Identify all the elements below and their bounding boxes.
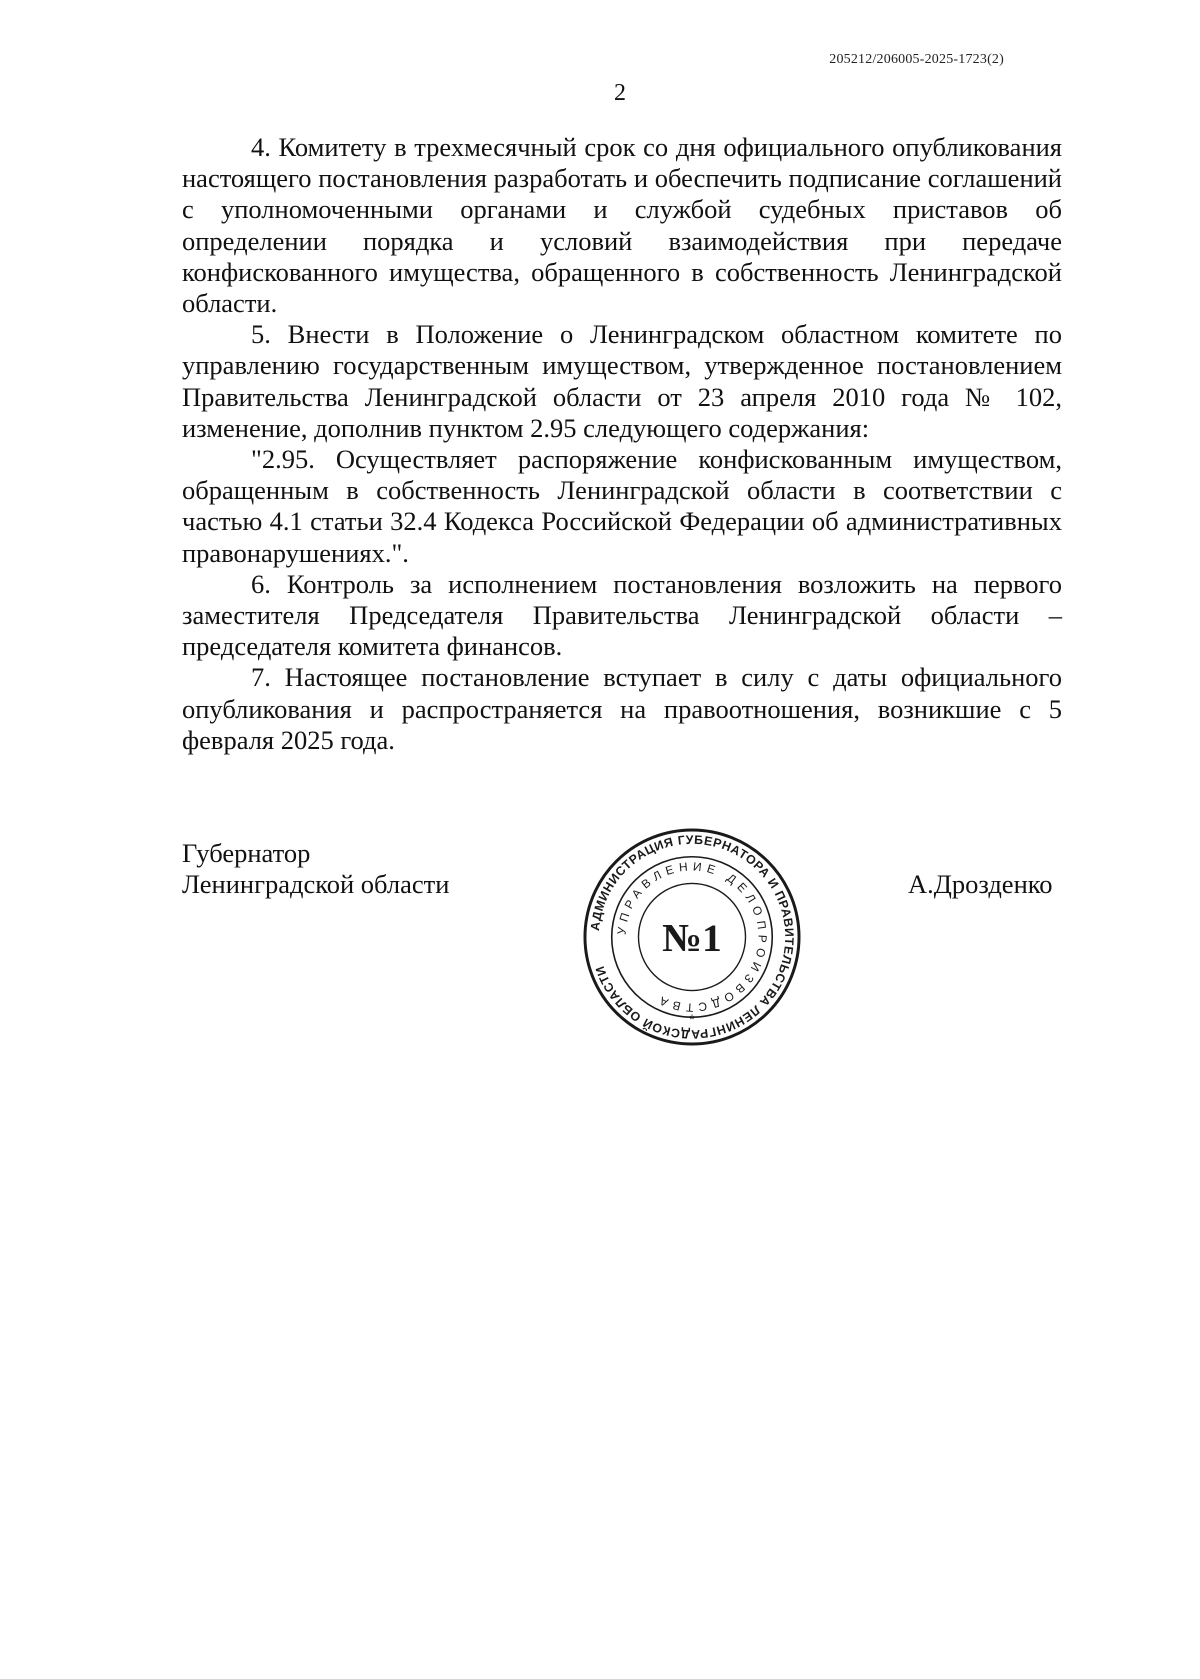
document-body bbox=[182, 132, 1062, 756]
page-number: 2 bbox=[614, 80, 626, 106]
signatory-position bbox=[182, 838, 449, 900]
signatory-position-line2: Ленинградской области bbox=[182, 869, 450, 899]
paragraph-item-6: 6. Контроль за исполнением постановления возложить на первого заместителя Председателя Правительства Ленинградской области – председателя комитета финансов. bbox=[182, 568, 1062, 662]
seal-star-glyph: * bbox=[689, 1011, 695, 1028]
paragraph-item-7: 7. Настоящее постановление вступает в силу с даты официального опубликования и распространяется на правоотношения, возникшие с 5 февраля 2025 года. bbox=[182, 662, 1062, 755]
paragraph-quote-2-95: "2.95. Осуществляет распоряжение конфискованным имуществом, обращенным в собственность Ленинградской области в соответствии с частью 4.1 статьи 32.4 Кодекса Российской Федерации об административных правонарушениях.". bbox=[182, 444, 1062, 568]
paragraph-item-5: 5. Внести в Положение о Ленинградском областном комитете по управлению государственным имуществом, утвержденное постановлением Правительства Ленинградской области от 23 апреля 2010 года № 102, изменение, дополнив пунктом 2.95 следующего содержания: bbox=[182, 319, 1062, 443]
seal-inner-ring-text: УПРАВЛЕНИЕ ДЕЛОПРОИЗВОДСТВА bbox=[614, 859, 770, 1015]
signatory-name: А.Дрозденко bbox=[908, 869, 1053, 899]
document-registration-code: 205212/206005-2025-1723(2) bbox=[829, 52, 1004, 67]
official-seal-stamp bbox=[583, 828, 801, 1046]
seal-number: №1 bbox=[662, 915, 722, 960]
signatory-position-line1: Губернатор bbox=[182, 838, 311, 868]
seal-outer-ring-text: АДМИНИСТРАЦИЯ ГУБЕРНАТОРА И ПРАВИТЕЛЬСТВА ЛЕНИНГРАДСКОЙ ОБЛАСТИ bbox=[587, 832, 797, 1042]
paragraph-item-4: 4. Комитету в трехмесячный срок со дня официального опубликования настоящего постановления разработать и обеспечить подписание соглашений с уполномоченными органами и службой судебных приставов об определении порядка и условий взаимодействия при передаче конфискованного имущества, обращенного в собственность Ленинградской области. bbox=[182, 132, 1062, 319]
